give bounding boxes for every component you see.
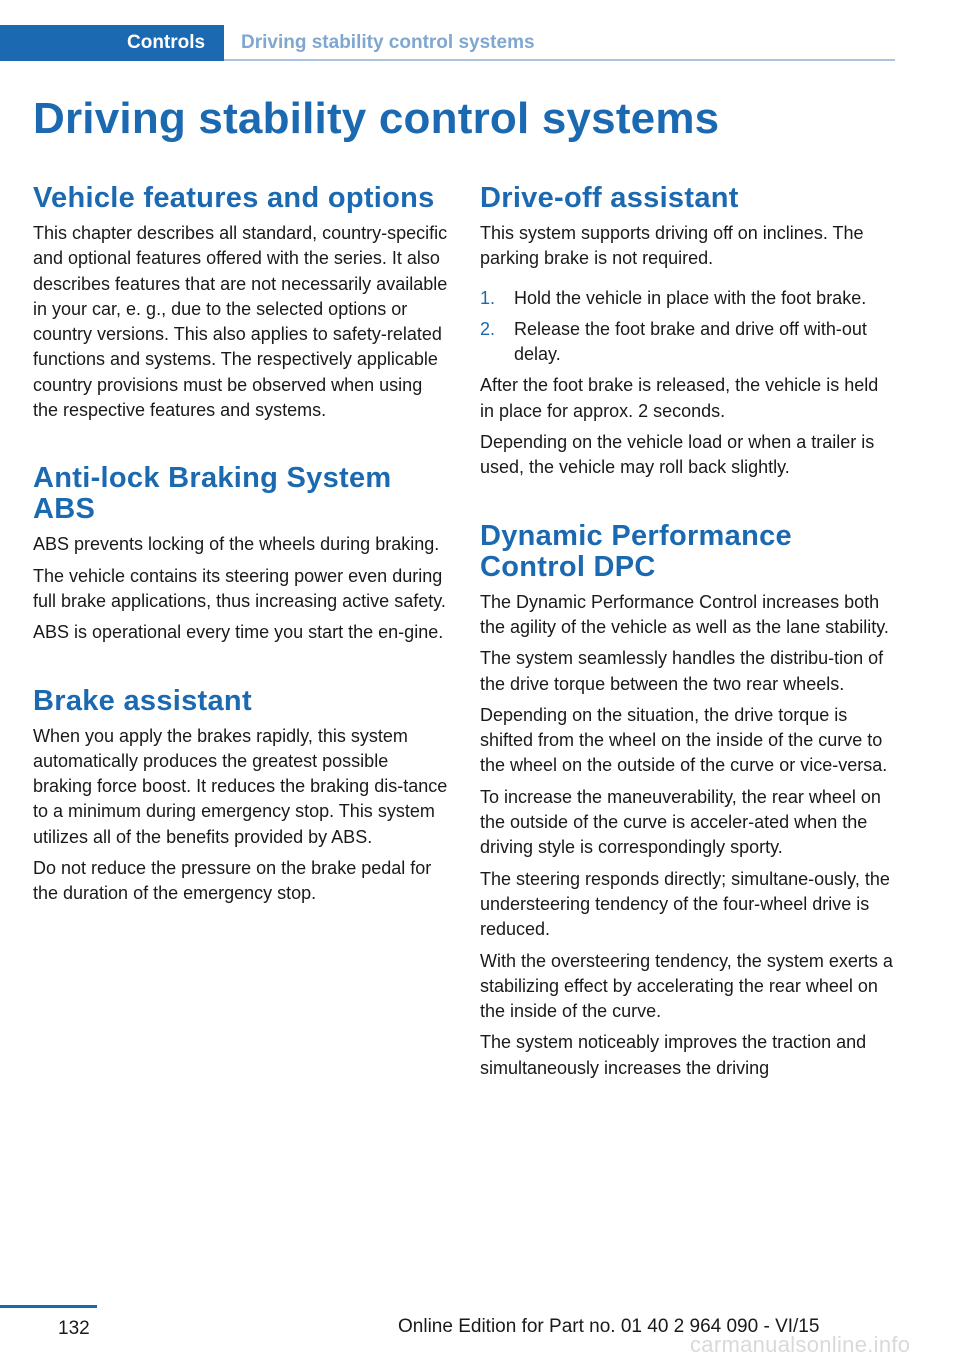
paragraph: After the foot brake is released, the vehicle is held in place for approx. 2 seconds. <box>480 375 879 421</box>
steps-list <box>480 286 896 368</box>
section-drive-off-assistant <box>480 183 896 481</box>
paragraph: The system noticeably improves the traction and simultaneously increases the driving <box>480 1032 867 1078</box>
edition-note: Online Edition for Part no. 01 40 2 964 090 - VI/15 <box>398 1316 820 1337</box>
step-text: Hold the vehicle in place with the foot brake. <box>514 287 867 308</box>
footer-divider <box>0 1305 97 1308</box>
paragraph: When you apply the brakes rapidly, this system automatically produces the greatest possible braking force boost. It reduces the braking dis-tance to a minimum during emergency stop. This system utilizes all of the benefits provided by ABS. <box>33 725 448 847</box>
section-vehicle-features <box>33 183 449 423</box>
page-title: Driving stability control systems <box>33 94 720 143</box>
list-item <box>480 286 896 311</box>
paragraph: ABS prevents locking of the wheels during braking. <box>33 534 440 555</box>
paragraph: To increase the maneuverability, the rear wheel on the outside of the curve is acceler-ated when the driving style is correspondingly sporty. <box>480 786 881 858</box>
paragraph: The vehicle contains its steering power even during full brake applications, thus increasing active safety. <box>33 565 446 611</box>
step-number: 1. <box>480 287 496 308</box>
section-heading: Drive-off assistant <box>480 182 739 214</box>
page-number: 132 <box>58 1318 90 1339</box>
paragraph: Depending on the situation, the drive torque is shifted from the wheel on the inside of the curve to the wheel on the outside of the curve or vice-versa. <box>480 704 888 776</box>
section-brake-assistant <box>33 686 449 907</box>
section-abs <box>33 463 449 645</box>
paragraph: The steering responds directly; simultane-ously, the understeering tendency of the four-wheel drive is reduced. <box>480 868 890 940</box>
paragraph: The system seamlessly handles the distribu-tion of the drive torque between the two rear wheels. <box>480 648 884 694</box>
section-heading: Brake assistant <box>33 684 252 717</box>
paragraph: With the oversteering tendency, the system exerts a stabilizing effect by accelerating the rear wheel on the inside of the curve. <box>480 950 893 1022</box>
paragraph: Do not reduce the pressure on the brake pedal for the duration of the emergency stop. <box>33 858 432 904</box>
paragraph: This chapter describes all standard, country-specific and optional features offered with the series. It also describes features that are not necessarily available in your car, e. g., due to the selected options or country versions. This also applies to safety-related functions and systems. The respectively applicable country provisions must be observed when using the respective features and systems. <box>33 223 448 421</box>
list-item <box>480 317 896 368</box>
step-text: Release the foot brake and drive off with-out delay. <box>514 318 867 365</box>
step-number: 2. <box>480 318 496 339</box>
page-header <box>0 25 895 61</box>
section-dpc <box>480 521 896 1081</box>
section-heading: Vehicle features and options <box>33 182 435 214</box>
chapter-title: Driving stability control systems <box>241 32 535 53</box>
paragraph: The Dynamic Performance Control increases both the agility of the vehicle as well as the lane stability. <box>480 591 889 637</box>
section-heading: Anti-lock Braking System ABS <box>33 462 392 526</box>
watermark: carmanualsonline.info <box>690 1332 911 1357</box>
right-column <box>480 183 896 1081</box>
left-column <box>33 183 449 907</box>
section-heading: Dynamic Performance Control DPC <box>480 519 792 583</box>
paragraph: Depending on the vehicle load or when a trailer is used, the vehicle may roll back slightly. <box>480 432 875 478</box>
paragraph: ABS is operational every time you start the en-gine. <box>33 622 444 643</box>
section-tab: Controls <box>0 25 224 61</box>
header-divider <box>224 59 895 61</box>
paragraph: This system supports driving off on inclines. The parking brake is not required. <box>480 223 864 269</box>
